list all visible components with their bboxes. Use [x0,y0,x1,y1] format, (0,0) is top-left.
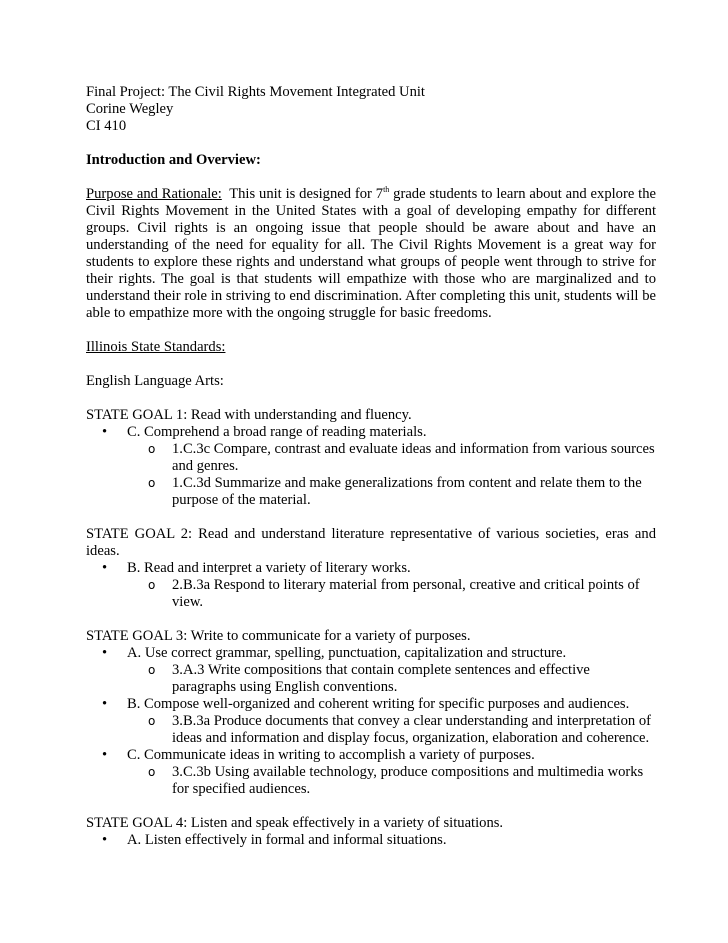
goal-item [86,696,656,713]
circle-bullet-icon: o [148,663,156,677]
sub-standard [86,764,656,798]
goal-item [86,645,656,662]
circle-bullet-icon: o [148,714,156,728]
bullet-icon: • [102,645,108,661]
goal-item [86,424,656,441]
standards-heading: Illinois State Standards: [86,339,226,355]
project-title: Final Project: The Civil Rights Movement Integrated Unit [86,84,425,100]
state-goal-title: STATE GOAL 2: Read and understand literature representative of various societies, eras and ideas. [86,526,656,559]
purpose-sup: th [383,185,390,195]
bullet-icon: • [102,424,108,440]
circle-bullet-icon: o [148,578,156,592]
goal-item [86,747,656,764]
subject-heading: English Language Arts: [86,373,224,389]
purpose-label: Purpose and Rationale: [86,186,222,202]
circle-bullet-icon: o [148,442,156,456]
purpose-paragraph [86,186,656,322]
circle-bullet-icon: o [148,476,156,490]
document-page [86,84,656,849]
bullet-icon: • [102,832,108,848]
sub-standard-text: 3.C.3b Using available technology, produce compositions and multimedia works for specified audiences. [172,764,644,797]
sub-standard-text: 2.B.3a Respond to literary material from personal, creative and critical points of view. [172,577,640,610]
goal-item [86,560,656,577]
intro-heading: Introduction and Overview: [86,152,261,168]
purpose-lead: This unit is designed for 7 [221,186,384,202]
sub-standard-text: 1.C.3c Compare, contrast and evaluate ideas and information from various sources and genres. [172,441,655,474]
goal-item-text: B. Read and interpret a variety of literary works. [127,560,411,576]
goal-item-text: A. Use correct grammar, spelling, punctuation, capitalization and structure. [127,645,567,661]
state-goal-title: STATE GOAL 4: Listen and speak effectively in a variety of situations. [86,815,504,831]
sub-standard-text: 3.B.3a Produce documents that convey a clear understanding and interpretation of ideas and information and display focus, organization, elaboration and coherence. [172,713,652,746]
sub-standard [86,662,656,696]
sub-standard-text: 1.C.3d Summarize and make generalizations from content and relate them to the purpose of the material. [172,475,642,508]
purpose-rest: grade students to learn about and explore the Civil Rights Movement in the United States with a goal of developing empathy for different groups. Civil rights is an ongoing issue that people should be aware about and have an understanding of the need for equality for all. The Civil Rights Movement is a great way for students to explore these rights and understand what groups of people went through to strive for their rights. The goal is that students will empathize with those who are marginalized and to understand their role in striving to end discrimination. After completing this unit, students will be able to empathize more with the ongoing struggle for basic freedoms. [86,186,656,321]
state-goal-title: STATE GOAL 1: Read with understanding and fluency. [86,407,412,423]
sub-standard [86,577,656,611]
goal-item-text: B. Compose well-organized and coherent writing for specific purposes and audiences. [127,696,630,712]
bullet-icon: • [102,747,108,763]
goal-item-text: C. Comprehend a broad range of reading materials. [127,424,427,440]
bullet-icon: • [102,696,108,712]
sub-standard-text: 3.A.3 Write compositions that contain complete sentences and effective paragraphs using English conventions. [172,662,590,695]
circle-bullet-icon: o [148,765,156,779]
goal-item-text: A. Listen effectively in formal and informal situations. [127,832,447,848]
bullet-icon: • [102,560,108,576]
state-goals [86,407,656,849]
course-code: CI 410 [86,118,127,134]
goal-item-text: C. Communicate ideas in writing to accomplish a variety of purposes. [127,747,535,763]
author-name: Corine Wegley [86,101,174,117]
sub-standard [86,475,656,509]
goal-item [86,832,656,849]
sub-standard [86,441,656,475]
state-goal-title: STATE GOAL 3: Write to communicate for a variety of purposes. [86,628,471,644]
sub-standard [86,713,656,747]
